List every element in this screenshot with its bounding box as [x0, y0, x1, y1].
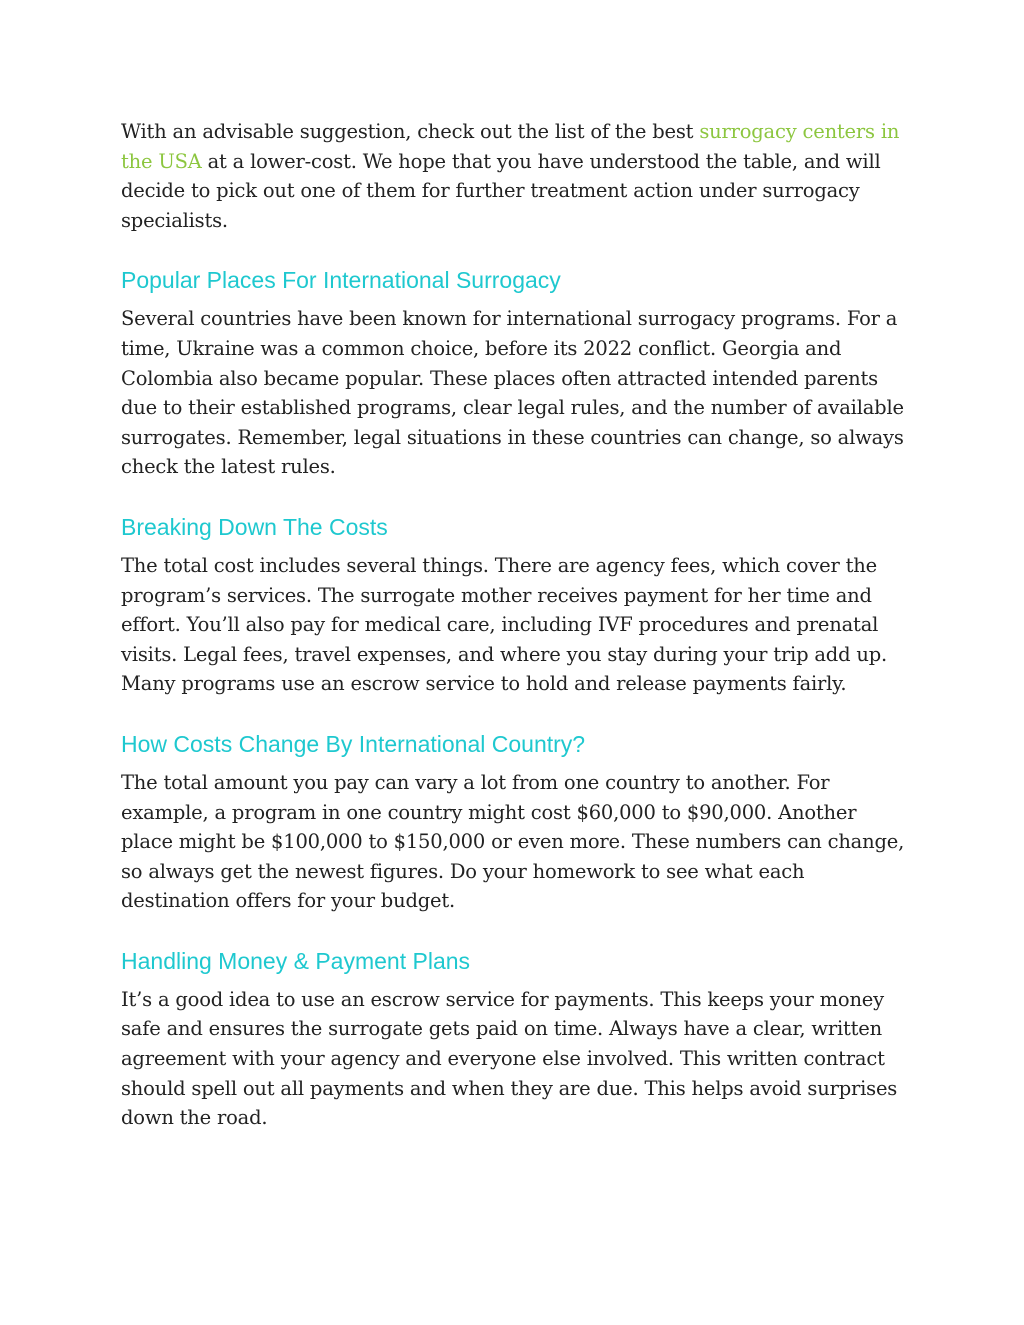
section-payment-plans: [121, 946, 906, 1133]
section-heading: Handling Money & Payment Plans: [121, 947, 471, 974]
section-costs-by-country: [121, 729, 906, 916]
section-body: It’s a good idea to use an escrow service for payments. This keeps your money safe and ensures the surrogate gets paid on time. Always have a clear, written agreement with your agency and everyone else involved. This written contract should spell out all payments and when they are due. This helps avoid surprises down the road.: [121, 987, 898, 1130]
section-heading: How Costs Change By International Country?: [121, 730, 586, 757]
section-popular-places: [121, 265, 906, 482]
section-breaking-down-costs: [121, 512, 906, 699]
intro-text-before: With an advisable suggestion, check out the list of the best: [121, 120, 700, 143]
intro-paragraph: [121, 117, 906, 235]
section-body: The total amount you pay can vary a lot from one country to another. For example, a program in one country might cost $60,000 to $90,000. Another place might be $100,000 to $150,000 or even more. These numbers can change, so always get the newest figures. Do your homework to see what each destination offers for your budget.: [121, 770, 905, 913]
section-body: Several countries have been known for international surrogacy programs. For a time, Ukraine was a common choice, before its 2022 conflict. Georgia and Colombia also became popular. These places often attracted intended parents due to their established programs, clear legal rules, and the number of available surrogates. Remember, legal situations in these countries can change, so always check the latest rules.: [121, 307, 904, 479]
document-page: [121, 117, 906, 1133]
intro-text-after: at a lower-cost. We hope that you have understood the table, and will decide to pick out one of them for further treatment action under surrogacy specialists.: [121, 149, 881, 232]
section-heading: Popular Places For International Surrogacy: [121, 267, 561, 294]
section-heading: Breaking Down The Costs: [121, 513, 388, 540]
surrogacy-centers-link[interactable]: surrogacy centers in the USA: [121, 120, 900, 173]
section-body: The total cost includes several things. There are agency fees, which cover the program’s services. The surrogate mother receives payment for her time and effort. You’ll also pay for medical care, including IVF procedures and prenatal visits. Legal fees, travel expenses, and where you stay during your trip add up. Many programs use an escrow service to hold and release payments fairly.: [121, 553, 888, 696]
